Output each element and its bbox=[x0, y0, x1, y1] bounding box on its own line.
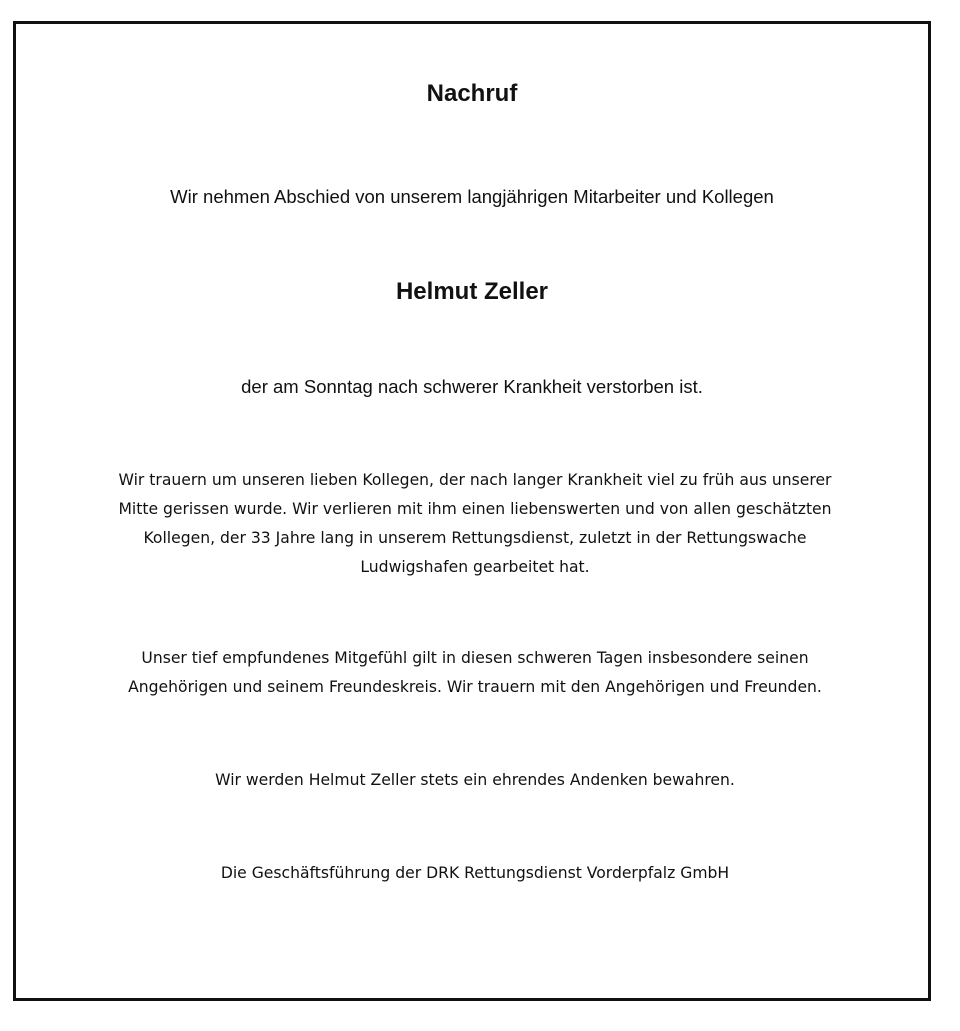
condolence-paragraph bbox=[76, 644, 874, 702]
remembrance-paragraph: Wir werden Helmut Zeller stets ein ehrendes Andenken bewahren. bbox=[215, 771, 735, 789]
tribute-line: Wir trauern um unseren lieben Kollegen, der nach langer Krankheit viel zu früh aus unserer bbox=[118, 471, 832, 489]
tribute-line: Kollegen, der 33 Jahre lang in unserem Rettungsdienst, zuletzt in der Rettungswache bbox=[143, 529, 807, 547]
intro-line: Wir nehmen Abschied von unserem langjährigen Mitarbeiter und Kollegen bbox=[170, 186, 774, 207]
condolence-line: Unser tief empfundenes Mitgefühl gilt in diesen schweren Tagen insbesondere seinen bbox=[141, 649, 809, 667]
signature-line: Die Geschäftsführung der DRK Rettungsdienst Vorderpfalz GmbH bbox=[220, 864, 730, 882]
death-line: der am Sonntag nach schwerer Krankheit verstorben ist. bbox=[241, 376, 703, 397]
notice-title: Nachruf bbox=[426, 80, 518, 107]
obituary-frame bbox=[13, 21, 931, 1001]
tribute-paragraph bbox=[76, 466, 874, 582]
deceased-name: Helmut Zeller bbox=[395, 278, 549, 305]
condolence-line: Angehörigen und seinem Freundeskreis. Wir trauern mit den Angehörigen und Freunden. bbox=[128, 678, 822, 696]
tribute-line: Mitte gerissen wurde. Wir verlieren mit ihm einen liebenswerten und von allen geschätzten bbox=[118, 500, 832, 518]
tribute-line: Ludwigshafen gearbeitet hat. bbox=[360, 558, 590, 576]
